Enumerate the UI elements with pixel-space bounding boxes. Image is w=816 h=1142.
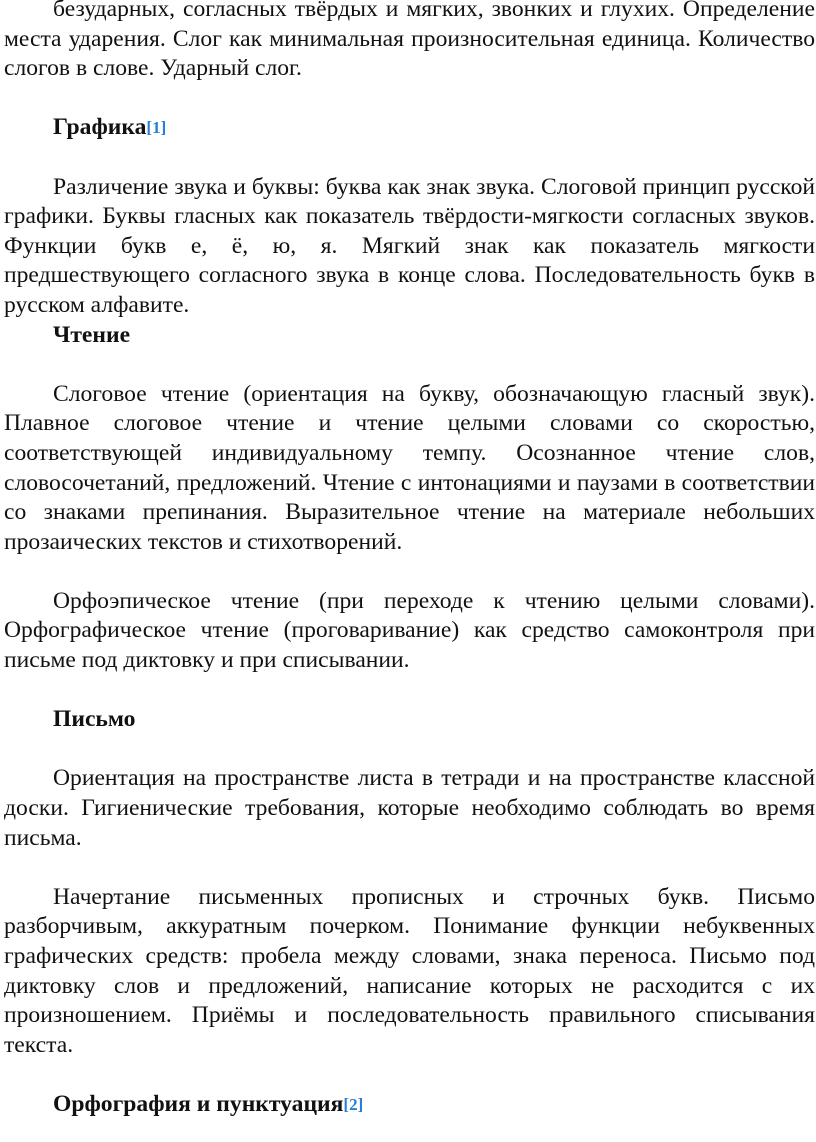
spacer [0,735,816,765]
heading-grafika [0,113,816,143]
spacer [0,853,816,883]
heading-orfografiya-text: Орфография и пунктуация [53,1090,344,1117]
spacer [0,1060,816,1090]
paragraph-grafika: Различение звука и буквы: буква как знак звука. Слоговой принцип русской графики. Буквы гласных как показатель твёрдости-мягкости согласных звуков. Функции букв е, ё, ю, я. Мягкий знак как показатель мягкости предшествующего согласного звука в конце слова. Последовательность букв в русском алфавите. [4,173,815,318]
spacer [0,350,816,380]
paragraph-chtenie-1: Слоговое чтение (ориентация на букву, обозначающую гласный звук). Плавное слоговое чтение и чтение целыми словами со скоростью, соответствующей индивидуальному темпу. Осознанное чтение слов, словосочетаний, предложений. Чтение с интонациями и паузами в соответствии со знаками препинания. Выразительное чтение на материале небольших прозаических текстов и стихотворений. [4,380,815,555]
paragraph-chtenie-2: Орфоэпическое чтение (при переходе к чтению целыми словами). Орфографическое чтение (проговаривание) как средство самоконтроля при письме под диктовку и при списывании. [4,587,815,674]
heading-orfografiya [0,1090,816,1120]
paragraph-pismo-1: Ориентация на пространстве листа в тетради и на пространстве классной доски. Гигиенические требования, которые необходимо соблюдать во время письма. [4,765,815,851]
footnote-link-2[interactable]: [2] [343,1094,364,1114]
footnote-link-1[interactable]: [1] [146,118,167,138]
heading-grafika-text: Графика [53,114,147,141]
spacer [0,84,816,114]
heading-pismo: Письмо [53,706,136,733]
spacer [0,676,816,706]
spacer [0,143,816,173]
spacer [0,557,816,587]
paragraph-phonetics-end: безударных, согласных твёрдых и мягких, звонких и глухих. Определение места ударения. Слог как минимальная произносительная единица. Количество слогов в слове. Ударный слог. [4,0,815,82]
heading-chtenie: Чтение [53,321,131,348]
paragraph-pismo-2: Начертание письменных прописных и строчных букв. Письмо разборчивым, аккуратным почерком. Понимание функции небуквенных графических средств: пробела между словами, знака переноса. Письмо под диктовку слов и предложений, написание которых не расходится с их произношением. Приёмы и последовательность правильного списывания текста. [4,883,815,1058]
